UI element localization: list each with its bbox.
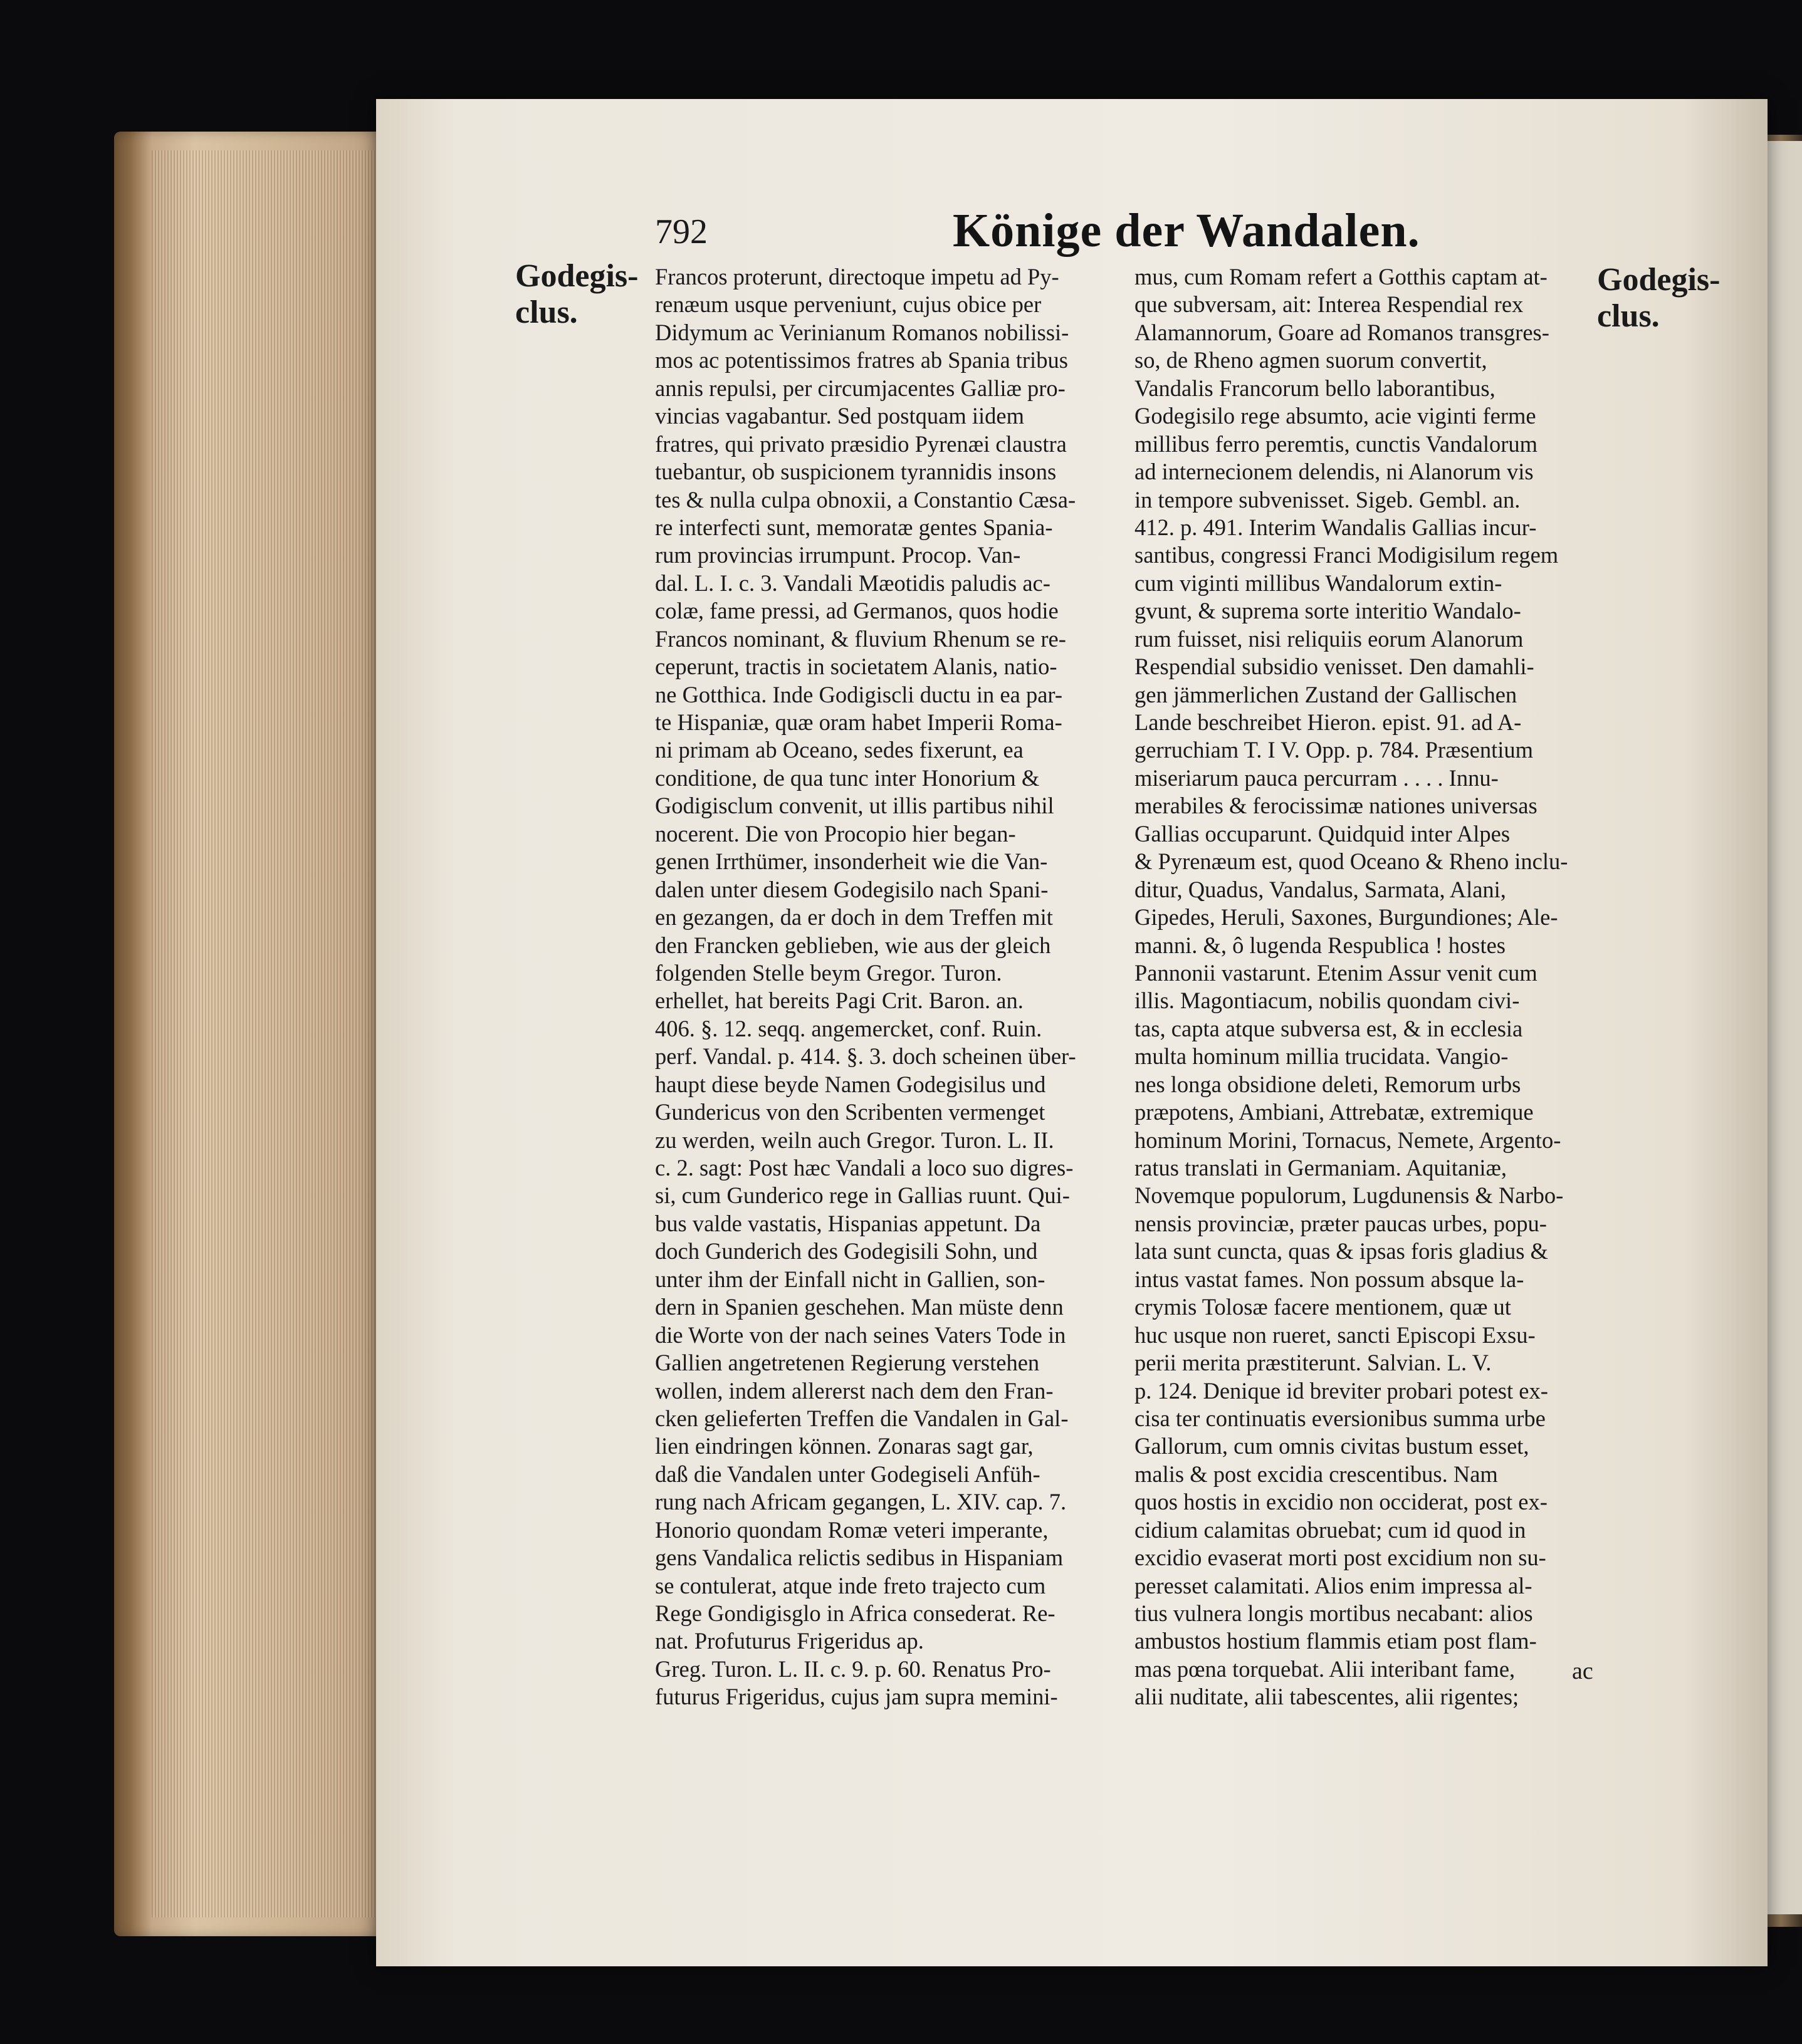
text-line: & Pyrenæum est, quod Oceano & Rheno inclu- (1134, 848, 1568, 875)
text-line: Novemque populorum, Lugdunensis & Narbo- (1134, 1182, 1564, 1209)
text-line: daß die Vandalen unter Godegiseli Anfüh- (655, 1461, 1040, 1487)
text-line: Pannonii vastarunt. Etenim Assur venit cum (1134, 959, 1537, 986)
text-line: merabiles & ferocissimæ nationes universas (1134, 793, 1537, 819)
margin-note-line: Godegis- (1597, 262, 1721, 298)
text-column-left (655, 263, 1113, 1711)
text-line: ni primam ab Oceano, sedes fixerunt, ea (655, 737, 1024, 763)
text-line: nat. Profuturus Frigeridus ap. (655, 1628, 924, 1654)
text-line: ambustos hostium flammis etiam post flam- (1134, 1628, 1537, 1654)
text-line: 412. p. 491. Interim Wandalis Gallias incur- (1134, 514, 1537, 540)
text-line: dal. L. I. c. 3. Vandali Mæotidis paludis ac- (655, 570, 1050, 596)
text-line: quos hostis in excidio non occiderat, post ex- (1134, 1489, 1548, 1515)
text-line: crymis Tolosæ facere mentionem, quæ ut (1134, 1294, 1511, 1320)
text-line: Godigisclum convenit, ut illis partibus nihil (655, 793, 1054, 819)
text-line: manni. &, ô lugenda Respublica ! hostes (1134, 932, 1506, 958)
margin-note-line: Godegis- (515, 258, 639, 294)
text-line: ne Gotthica. Inde Godigiscli ductu in ea par- (655, 681, 1062, 707)
text-line: re interfecti sunt, memoratæ gentes Spania- (655, 514, 1053, 540)
text-line: ditur, Quadus, Vandalus, Sarmata, Alani, (1134, 876, 1506, 902)
text-line: tes & nulla culpa obnoxii, a Constantio Cæsa- (655, 486, 1076, 513)
text-line: dalen unter diesem Godegisilo nach Spani- (655, 876, 1049, 902)
text-line: den Francken geblieben, wie aus der gleich (655, 932, 1051, 958)
text-line: malis & post excidia crescentibus. Nam (1134, 1461, 1498, 1487)
catchword: ac (1572, 1658, 1593, 1684)
text-line: annis repulsi, per circumjacentes Galliæ pro- (655, 375, 1066, 401)
text-line: haupt diese beyde Namen Godegisilus und (655, 1071, 1046, 1097)
text-line: tas, capta atque subversa est, & in ecclesia (1134, 1015, 1523, 1041)
page-number: 792 (655, 212, 708, 251)
text-line: dern in Spanien geschehen. Man müste denn (655, 1294, 1064, 1320)
text-line: vincias vagabantur. Sed postquam iidem (655, 403, 1024, 429)
text-line: illis. Magontiacum, nobilis quondam civi- (1134, 988, 1520, 1014)
text-line: unter ihm der Einfall nicht in Gallien, son- (655, 1266, 1045, 1292)
text-line: rum provincias irrumpunt. Procop. Van- (655, 542, 1021, 568)
text-line: tius vulnera longis mortibus necabant: alios (1134, 1600, 1533, 1626)
text-line: so, de Rheno agmen suorum convertit, (1134, 347, 1487, 373)
text-line: lata sunt cuncta, quas & ipsas foris gladius & (1134, 1238, 1548, 1264)
text-line: p. 124. Denique id breviter probari potest ex- (1134, 1377, 1548, 1404)
text-line: doch Gunderich des Godegisili Sohn, und (655, 1238, 1038, 1264)
text-line: Lande beschreibet Hieron. epist. 91. ad A- (1134, 709, 1522, 735)
text-line: Gallorum, cum omnis civitas bustum esset, (1134, 1433, 1529, 1459)
text-line: ratus translati in Germaniam. Aquitaniæ, (1134, 1155, 1507, 1181)
text-column-right (1134, 263, 1598, 1711)
text-line: rung nach Africam gegangen, L. XIV. cap. 7. (655, 1489, 1067, 1515)
text-line: te Hispaniæ, quæ oram habet Imperii Roma- (655, 709, 1062, 735)
text-line: erhellet, hat bereits Pagi Crit. Baron. an. (655, 988, 1024, 1014)
text-line: alii nuditate, alii tabescentes, alii rigentes; (1134, 1684, 1519, 1710)
text-line: gvunt, & suprema sorte interitio Wandalo- (1134, 598, 1521, 624)
text-line: rum fuisset, nisi reliquiis eorum Alanorum (1134, 625, 1524, 652)
text-line: perii merita præstiterunt. Salvian. L. V. (1134, 1350, 1492, 1376)
text-line: 406. §. 12. seqq. angemercket, conf. Ruin. (655, 1015, 1042, 1041)
text-line: Rege Gondigisglo in Africa consederat. Re- (655, 1600, 1056, 1626)
text-line: perf. Vandal. p. 414. §. 3. doch scheinen über- (655, 1043, 1076, 1070)
text-line: ceperunt, tractis in societatem Alanis, natio- (655, 654, 1057, 680)
text-line: santibus, congressi Franci Modigisilum regem (1134, 542, 1559, 568)
text-line: cum viginti millibus Wandalorum extin- (1134, 570, 1502, 596)
text-line: folgenden Stelle beym Gregor. Turon. (655, 959, 1002, 986)
text-line: futurus Frigeridus, cujus jam supra memini- (655, 1684, 1058, 1710)
text-line: si, cum Gunderico rege in Gallias ruunt. Qui- (655, 1182, 1070, 1209)
text-line: hominum Morini, Tornacus, Nemete, Argento- (1134, 1127, 1561, 1153)
text-line: cken gelieferten Treffen die Vandalen in Gal- (655, 1405, 1069, 1431)
text-line: huc usque non rueret, sancti Episcopi Exsu- (1134, 1322, 1536, 1348)
margin-note-line: clus. (1597, 298, 1660, 334)
text-line: zu werden, weiln auch Gregor. Turon. L. II. (655, 1127, 1054, 1153)
text-line: tuebantur, ob suspicionem tyrannidis insons (655, 459, 1057, 485)
text-line: Gallias occuparunt. Quidquid inter Alpes (1134, 820, 1511, 847)
text-line: præpotens, Ambiani, Attrebatæ, extremique (1134, 1099, 1534, 1125)
text-line: Honorio quondam Romæ veteri imperante, (655, 1516, 1049, 1543)
text-line: Gundericus von den Scribenten vermenget (655, 1099, 1045, 1125)
text-line: gen jämmerlichen Zustand der Gallischen (1134, 681, 1517, 707)
text-line: lien eindringen können. Zonaras sagt gar, (655, 1433, 1034, 1459)
text-line: Gipedes, Heruli, Saxones, Burgundiones; Ale- (1134, 904, 1558, 931)
text-line: bus valde vastatis, Hispanias appetunt. Da (655, 1210, 1041, 1236)
text-line: Francos nominant, & fluvium Rhenum se re- (655, 625, 1066, 652)
text-line: se contulerat, atque inde freto trajecto cum (655, 1572, 1046, 1598)
text-line: Vandalis Francorum bello laborantibus, (1134, 375, 1496, 401)
text-line: mos ac potentissimos fratres ab Spania tribus (655, 347, 1068, 373)
text-line: en gezangen, da er doch in dem Treffen mit (655, 904, 1053, 931)
text-line: nes longa obsidione deleti, Remorum urbs (1134, 1071, 1521, 1097)
margin-note-left (515, 258, 638, 331)
text-line: in tempore subvenisset. Sigeb. Gembl. an. (1134, 486, 1521, 513)
text-line: millibus ferro peremtis, cunctis Vandalorum (1134, 430, 1538, 457)
text-line: nocerent. Die von Procopio hier began- (655, 820, 1016, 847)
text-line: mas pœna torquebat. Alii interibant fame, (1134, 1656, 1516, 1682)
text-line: conditione, de qua tunc inter Honorium & (655, 764, 1040, 791)
margin-note-right (1597, 262, 1720, 335)
text-line: genen Irrthümer, insonderheit wie die Van- (655, 848, 1048, 875)
text-line: Francos proterunt, directoque impetu ad Py- (655, 264, 1059, 289)
text-line: multa hominum millia trucidata. Vangio- (1134, 1043, 1509, 1070)
text-line: peresset calamitati. Alios enim impressa al- (1134, 1572, 1532, 1598)
text-line: mus, cum Romam refert a Gotthis captam at- (1134, 264, 1548, 289)
text-line: gens Vandalica relictis sedibus in Hispaniam (655, 1545, 1064, 1571)
book-page-edges (114, 132, 384, 1936)
text-line: gerruchiam T. I V. Opp. p. 784. Præsentium (1134, 737, 1534, 763)
text-line: Respendial subsidio venisset. Den damahli- (1134, 654, 1534, 680)
text-line: Alamannorum, Goare ad Romanos transgres- (1134, 319, 1549, 345)
text-line: cidium calamitas obruebat; cum id quod in (1134, 1516, 1526, 1543)
text-line: ad internecionem delendis, ni Alanorum vis (1134, 459, 1534, 485)
text-line: Godegisilo rege absumto, acie viginti ferme (1134, 403, 1536, 429)
text-line: Didymum ac Verinianum Romanos nobilissi- (655, 319, 1069, 345)
text-line: wollen, indem allererst nach dem den Fran- (655, 1377, 1054, 1404)
margin-note-line: clus. (515, 295, 578, 330)
text-line: intus vastat fames. Non possum absque la- (1134, 1266, 1524, 1292)
text-line: Greg. Turon. L. II. c. 9. p. 60. Renatus Pro- (655, 1656, 1051, 1682)
text-line: cisa ter continuatis eversionibus summa urbe (1134, 1405, 1546, 1431)
text-line: Gallien angetretenen Regierung verstehen (655, 1350, 1040, 1376)
text-line: c. 2. sagt: Post hæc Vandali a loco suo digres- (655, 1155, 1074, 1181)
text-line: miseriarum pauca percurram . . . . Innu- (1134, 764, 1499, 791)
running-title: Könige der Wandalen. (953, 204, 1420, 257)
text-line: renæum usque perveniunt, cujus obice per (655, 291, 1042, 318)
page-edge-texture (152, 150, 384, 1917)
text-line: fratres, qui privato præsidio Pyrenæi claustra (655, 430, 1067, 457)
text-line: colæ, fame pressi, ad Germanos, quos hodie (655, 598, 1059, 624)
text-line: que subversam, ait: Interea Respendial rex (1134, 291, 1524, 318)
text-line: nensis provinciæ, præter paucas urbes, popu- (1134, 1210, 1547, 1236)
text-line: die Worte von der nach seines Vaters Tode in (655, 1322, 1066, 1348)
text-line: excidio evaserat morti post excidium non su- (1134, 1545, 1546, 1571)
